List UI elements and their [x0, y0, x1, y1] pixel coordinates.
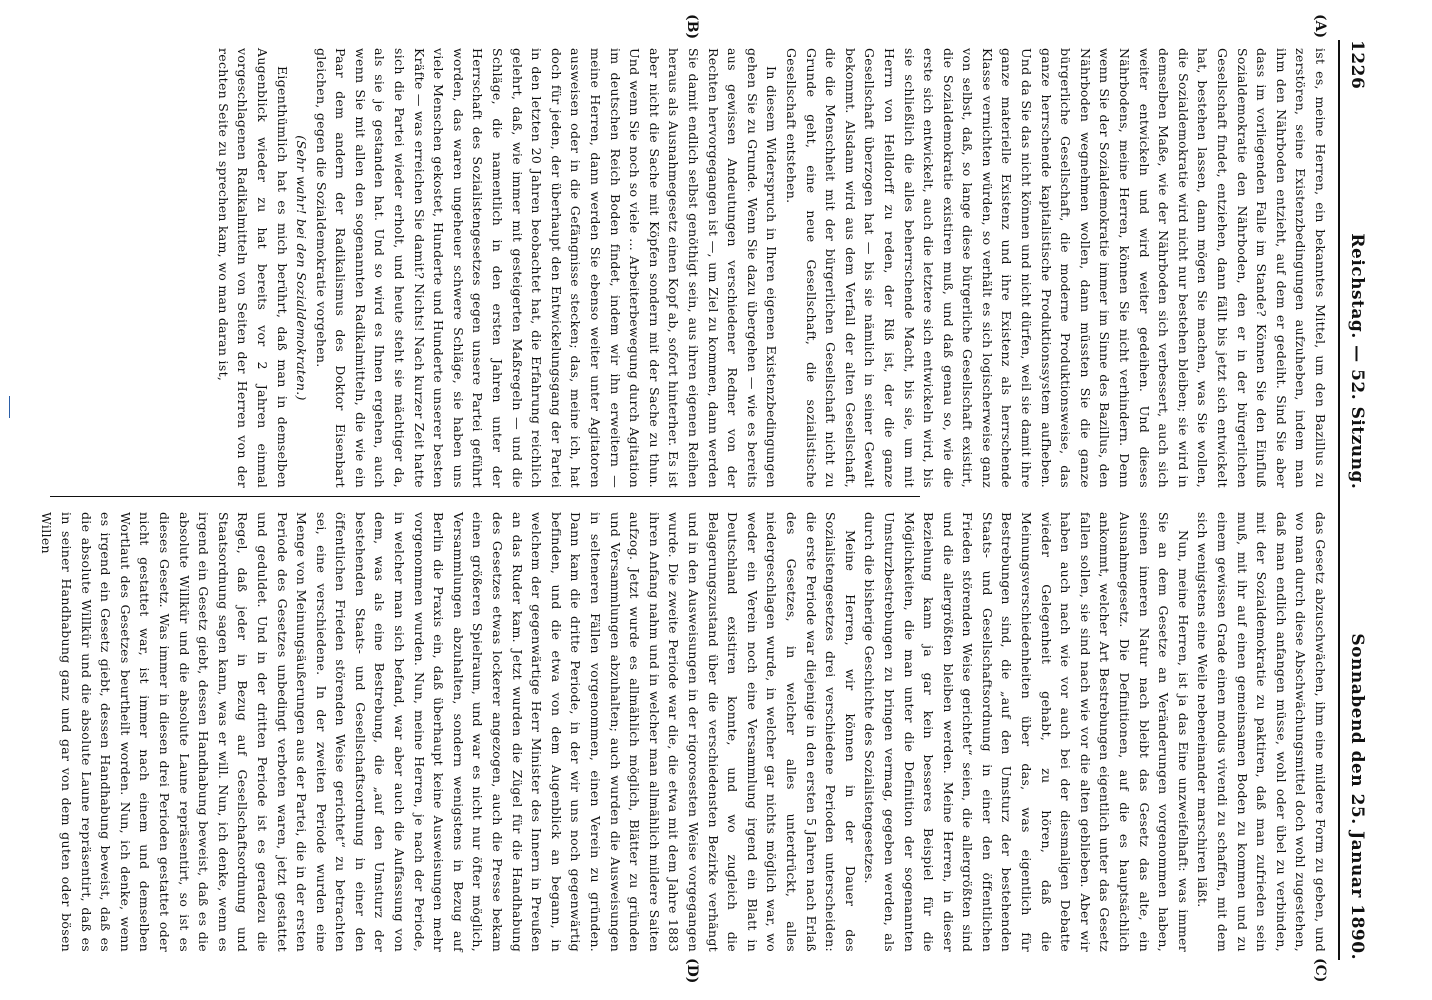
right-paragraph-1: das Gesetz abzuschwächen, ihm eine mildere Form zu geben, und wo man durch diese Abschwächungsmittel doch wohl zugestehen, daß man endlich anfangen müsse, wohl oder übel zu verbinden, mit der Sozialdemokratie zu paktiren, daß man zufrieden sein muß, mit ihr auf einen gemeinsamen Boden zu kommen und zu einem gewissen Grade einen modus vivendi zu schaffen, mit dem sich wenigstens eine Weile nebeneinander marschiren läßt.: [1195, 512, 1328, 952]
page-header: [1338, 40, 1374, 960]
margin-marker-d: (D): [684, 958, 700, 984]
margin-marker-a: (A): [1312, 14, 1328, 39]
left-interjection: (Sehr wahr! bei den Sozialdemokraten.): [294, 135, 310, 401]
scanned-page: [10, 0, 1400, 1000]
right-paragraph-2: Nun, meine Herren, ist ja das Eine unzweifelhaft: was immer Sie an dem Gesetze an Veränderungen vorgenommen haben, seinen inneren Natur nach bleibt das Gesetz das alte, ein Ausnahmegesetz. Die Definitionen, auf die es hauptsächlich ankommt, welcher Art Bestrebungen eigentlich unter das Gesetz fallen sollen, sie sind nach wie vor die alten geblieben. Aber wir haben auch nach wie vor auch bei der diesmaligen Debatte wieder Gelegenheit gehabt, zu hören, daß die Meinungsverschiedenheiten über das, was eigentlich für Bestrebungen sind, die „auf den Umsturz der bestehenden Staats- und Gesellschaftsordnung in einer den öffentlichen Frieden störenden Weise gerichtet“ seien, die allergrößten sind und die allergrößten bleiben werden. Meine Herren, in dieser Beziehung kann ja gar kein besseres Beispiel für die Möglichkeiten, die man unter die Definition der sogenannten Umsturzbestrebungen zu bringen vermag, gegeben werden, als durch die bisherige Geschichte des Sozialistengesetzes.: [862, 512, 1191, 952]
session-date: Sonnabend den 25. Januar 1890.: [1347, 633, 1367, 960]
session-title: Reichstag. — 52. Sitzung.: [1347, 233, 1367, 490]
right-column: [39, 512, 1330, 952]
column-divider: [50, 496, 920, 497]
left-paragraph-1: ist es, meine Herren, ein bekanntes Mittel, um den Bazillus zu zerstören, seine Existenzbedingungen aufzuheben, indem man ihm den Nährboden entzieht, auf dem er gedeiht. Sind Sie aber dass im vorliegenden Falle im Stande? Können Sie den Einfluß Sozialdemokratie den Nährboden, den er in der bürgerlichen Gesellschaft findet, entziehen, dann fällt bis jetzt sich entwickelt hat, bestehen lassen, dann mögen Sie machen, was Sie wollen, die Sozialdemokratie wird nicht nur bestehen bleiben; sie wird in demselben Maße, wie der Nährboden sich verbessert, auch sich weiter entwickeln und wird weiter gedeihen. Und dieses Nährbodens, meine Herren, können Sie nicht verhindern. Denn wenn Sie der Sozialdemokratie immer im Sinne des Bazillus, den Nährboden wegnehmen wollen, dann müssten Sie die ganze bürgerliche Gesellschaft, die moderne Produktionsweise, das ganze herrschende kapitalistische Produktionssystem aufheben. Und da Sie das nicht können und nicht dürfen, weil sie damit ihre ganze materielle Existenz und ihre Existenz als herrschende Klasse vernichten würden, so verhält es sich logischerweise ganz von selbst, daß, so lange diese bürgerliche Gesellschaft existirt, die Sozialdemokratie existiren muß, und daß genau so, wie die erste sich entwickelt, auch die letztere sich entwickeln wird, bis sie schließlich die alles beherrschende Macht, bis sie, um mit Herrn von Helldorff zu reden, der Riß ist, der die ganze Gesellschaft überzogen hat — bis sie nämlich in seiner Gewalt bekommt. Alsdann wird aus dem Verfall der alten Gesellschaft, die die Menschheit mit der bürgerlichen Gesellschaft nicht zu Grunde geht, eine neue Gesellschaft, die sozialistische Gesellschaft entstehen.: [783, 48, 1328, 488]
left-paragraph-2: In diesem Widerspruch in Ihren eigenen Existenzbedingungen gehen Sie zu Grunde. Wenn Sie dazu übergehen — wie es bereits aus gewissen Andeutungen verschiedener Redner von der Rechten hervorgegangen ist —, um Ziel zu kommen, dann werden Sie damit endlich selbst genöthigt sein, aus ihren eigenen Reihen heraus als Ausnahmegesetz einen Kopf ab, sofort hinterher. Es ist aber nicht die Sache mit Köpfen sondern mit der Sache zu thun. Und wenn Sie noch so viele ... Arbeiterbewegung durch Agitation im deutschen Reich Boden findet, indem wir ihn erweitern — meine Herren, dann werden Sie ebenso weiter unter Agitatoren ausweisen oder in die Gefängnisse stecken; das, meine ich, hat doch für jeden, der überhaupt den Entwickelungsgang der Partei in den letzten 20 Jahren beobachtet hat, die Erfahrung reichlich gelehrt, daß, wie immer mit gesteigerten Maßregeln — und die Schläge, die namentlich in den ersten Jahren unter der Herrschaft des Sozialistengesetzes gegen unsere Partei geführt worden, das waren ungeheuer schwere Schläge, sie haben uns viele Menschen gekostet, Hunderte und Hunderte unserer besten Kräfte — was erreichen Sie damit? Nichts! Nach kurzer Zeit hatte sich die Partei wieder erholt, und heute steht sie mächtiger da, als sie je gestanden hat. Und so wird es Ihnen ergehen, auch wenn Sie mit allen den sogenannten Radikalmitteln, die wie ein Paar dem andern der Radikalismus des Doktor Eisenbart gleichen, gegen die Sozialdemokratie vorgehen.: [313, 48, 780, 488]
left-column: [50, 48, 1330, 488]
page-number: 1226: [1347, 40, 1367, 90]
right-paragraph-3: Meine Herren, wir können in der Dauer des Sozialistengesetzes drei verschiedene Perioden unterscheiden: die erste Periode war diejenige in den ersten 5 Jahren nach Erlaß des Gesetzes, in welcher alles unterdrückt, alles niedergeschlagen wurde, in welcher gar nichts möglich war, wo weder ein Verein noch eine Versammlung irgend ein Blatt in Deutschland existiren konnte, und wo zugleich die Belagerungszustand über die verschiedensten Bezirke verhängt und in den Ausweisungen in der rigorosesten Weise vorgegangen wurde. Die zweite Periode war die, die etwa mit dem Jahre 1883 ihren Anfang nahm und in welcher man allmählich mildere Saiten aufzog. Jetzt wurde es allmählich möglich, Blätter zu gründen und Versammlungen abzuhalten; auch wurden die Ausweisungen in selteneren Fällen vorgenommen, einen Verein zu gründen. Dann kam die dritte Periode, in der wir uns noch gegenwärtig befinden, und die etwa von dem Augenblick an begann, in welchem der gegenwärtige Herr Minister des Innern in Preußen an das Ruder kam. Jetzt wurden die Zügel für die Handhabung des Gesetzes etwas lockerer angezogen, auch die Presse bekam einen größeren Spielraum, und war es nicht nur öfter möglich, Versammlungen abzuhalten, sondern wenigstens in Bezug auf Berlin die Praxis ein, daß überhaupt keine Ausweisungen mehr vorgenommen wurden. Nun, meine Herren, je nach der Periode, in welcher man sich befand, war aber auch die Auffassung von dem, was als eine Bestrebung, die „auf den Umsturz der bestehenden Staats- und Gesellschaftsordnung in einer den öffentlichen Frieden störenden Weise gerichtet“ zu betrachten sei, eine verschiedene. In der zweiten Periode wurden eine Menge von Meinungsäußerungen aus der Partei, die in der ersten Periode des Gesetzes unbedingt verboten waren, jetzt gestattet und geduldet. Und in der dritten Periode ist es geradezu die Regel, daß jeder in Bezug auf Gesellschaftsordnung und Staatsordnung sagen kann, was er will. Nun, ich denke, wenn es irgend ein Gesetz giebt, dessen Handhabung beweist, daß es die absolute Willkür und die absolute Laune repräsentirt, so ist es dieses Gesetz. Was immer in diesen drei Perioden gestattet oder nicht gestattet war, ist immer nach einem und demselben Wortlaut des Gesetzes beurtheilt worden. Nun, ich denke, wenn es irgend ein Gesetz giebt, dessen Handhabung beweist, daß es die absolute Willkür und die absolute Laune repräsentirt, daß es in seiner Handhabung ganz und gar von dem guten oder bösen Willen: [39, 512, 858, 952]
margin-marker-c: (C): [1312, 958, 1328, 983]
left-paragraph-3: Eigenthümlich hat es mich berührt, daß man in demselben Augenblick wieder zu hat bereits vor 2 Jahren einmal vorgeschlagenen Radikalmitteln von Seiten der Herren von der rechten Seite zu sprechen kam, wo man daran ist,: [215, 48, 290, 488]
margin-marker-b: (B): [684, 14, 700, 40]
